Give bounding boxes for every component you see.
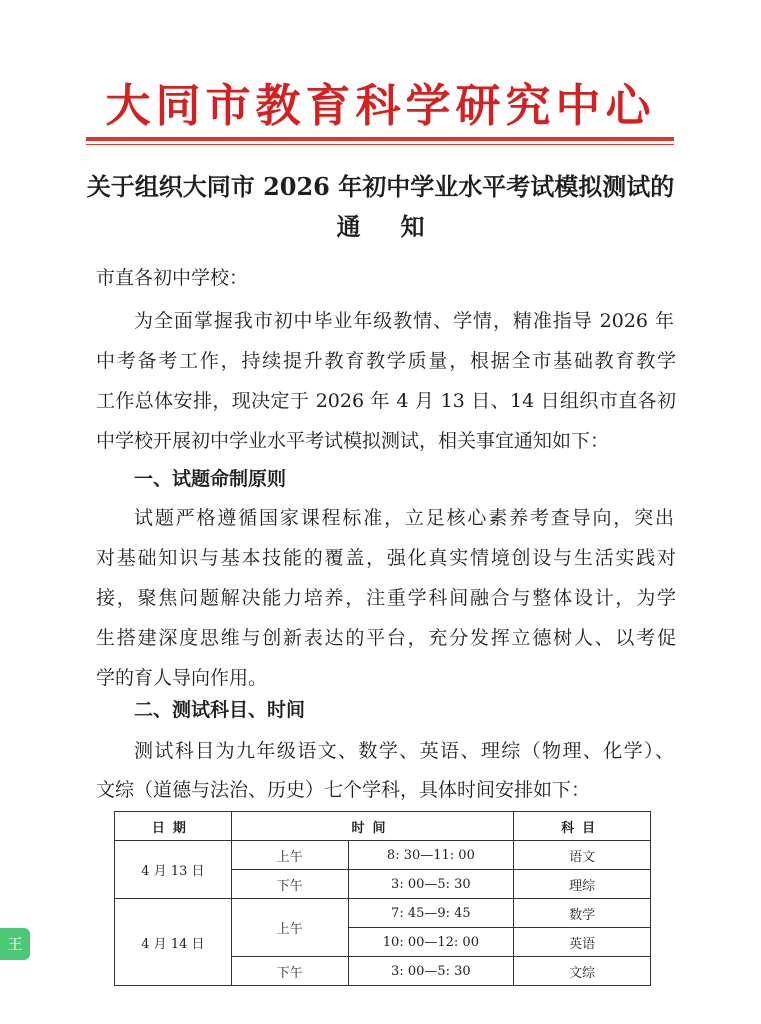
header-date: 日期 xyxy=(115,812,232,841)
paragraph-2-line: 学的育人导向作用。 xyxy=(96,667,268,689)
paragraph-1-line: 中考备考工作，持续提升教育教学质量，根据全市基础教育教学 xyxy=(96,350,676,372)
paragraph-1-line: 中学校开展初中学业水平考试模拟测试，相关事宜通知如下： xyxy=(96,430,610,452)
subject-cell: 理综 xyxy=(514,870,651,899)
table-header-row xyxy=(115,812,651,841)
period-cell: 上午 xyxy=(231,841,348,870)
header-subject: 科目 xyxy=(514,812,651,841)
letterhead-red-rule-thin xyxy=(86,144,674,145)
paragraph-2-line: 对基础知识与基本技能的覆盖，强化真实情境创设与生活实践对 xyxy=(96,547,676,569)
paragraph-2-line: 试题严格遵循国家课程标准，立足核心素养考查导向，突出 xyxy=(134,507,674,529)
subject-cell: 文综 xyxy=(514,957,651,986)
time-cell: 3: 00—5: 30 xyxy=(348,957,514,986)
paragraph-2-line: 生搭建深度思维与创新表达的平台，充分发挥立德树人、以考促 xyxy=(96,627,676,649)
time-cell: 7: 45—9: 45 xyxy=(348,899,514,928)
schedule-table xyxy=(114,811,651,986)
time-cell: 10: 00—12: 00 xyxy=(348,928,514,957)
notice-subtitle-char-1: 通 xyxy=(336,212,361,241)
period-cell: 下午 xyxy=(231,870,348,899)
side-floating-badge[interactable]: 王 xyxy=(0,928,30,960)
paragraph-1-line: 为全面掌握我市初中毕业年级教情、学情，精准指导 2026 年 xyxy=(134,310,674,332)
time-cell: 8: 30—11: 00 xyxy=(348,841,514,870)
table-row xyxy=(115,899,651,928)
paragraph-1-line: 工作总体安排，现决定于 2026 年 4 月 13 日、14 日组织市直各初 xyxy=(96,390,676,412)
period-cell: 下午 xyxy=(231,957,348,986)
notice-subtitle xyxy=(0,211,761,243)
subject-cell: 数学 xyxy=(514,899,651,928)
salutation: 市直各初中学校： xyxy=(96,267,249,289)
date-cell: 4 月 14 日 xyxy=(115,899,232,986)
letterhead-red-rule xyxy=(86,137,674,141)
organization-letterhead: 大同市教育科学研究中心 xyxy=(105,79,656,132)
table-row xyxy=(115,841,651,870)
paragraph-3-line: 文综（道德与法治、历史）七个学科，具体时间安排如下： xyxy=(96,779,591,801)
subject-cell: 语文 xyxy=(514,841,651,870)
section-1-heading: 一、试题命制原则 xyxy=(134,468,287,490)
notice-title: 关于组织大同市 2026 年初中学业水平考试模拟测试的 xyxy=(86,172,675,201)
notice-subtitle-char-2: 知 xyxy=(400,212,425,241)
paragraph-2-line: 接，聚焦问题解决能力培养，注重学科间融合与整体设计，为学 xyxy=(96,587,676,609)
section-2-heading: 二、测试科目、时间 xyxy=(134,699,306,721)
time-cell: 3: 00—5: 30 xyxy=(348,870,514,899)
paragraph-3-line: 测试科目为九年级语文、数学、英语、理综（物理、化学）、 xyxy=(134,740,674,762)
subject-cell: 英语 xyxy=(514,928,651,957)
date-cell: 4 月 13 日 xyxy=(115,841,232,899)
header-time: 时间 xyxy=(231,812,513,841)
period-cell: 上午 xyxy=(231,899,348,957)
